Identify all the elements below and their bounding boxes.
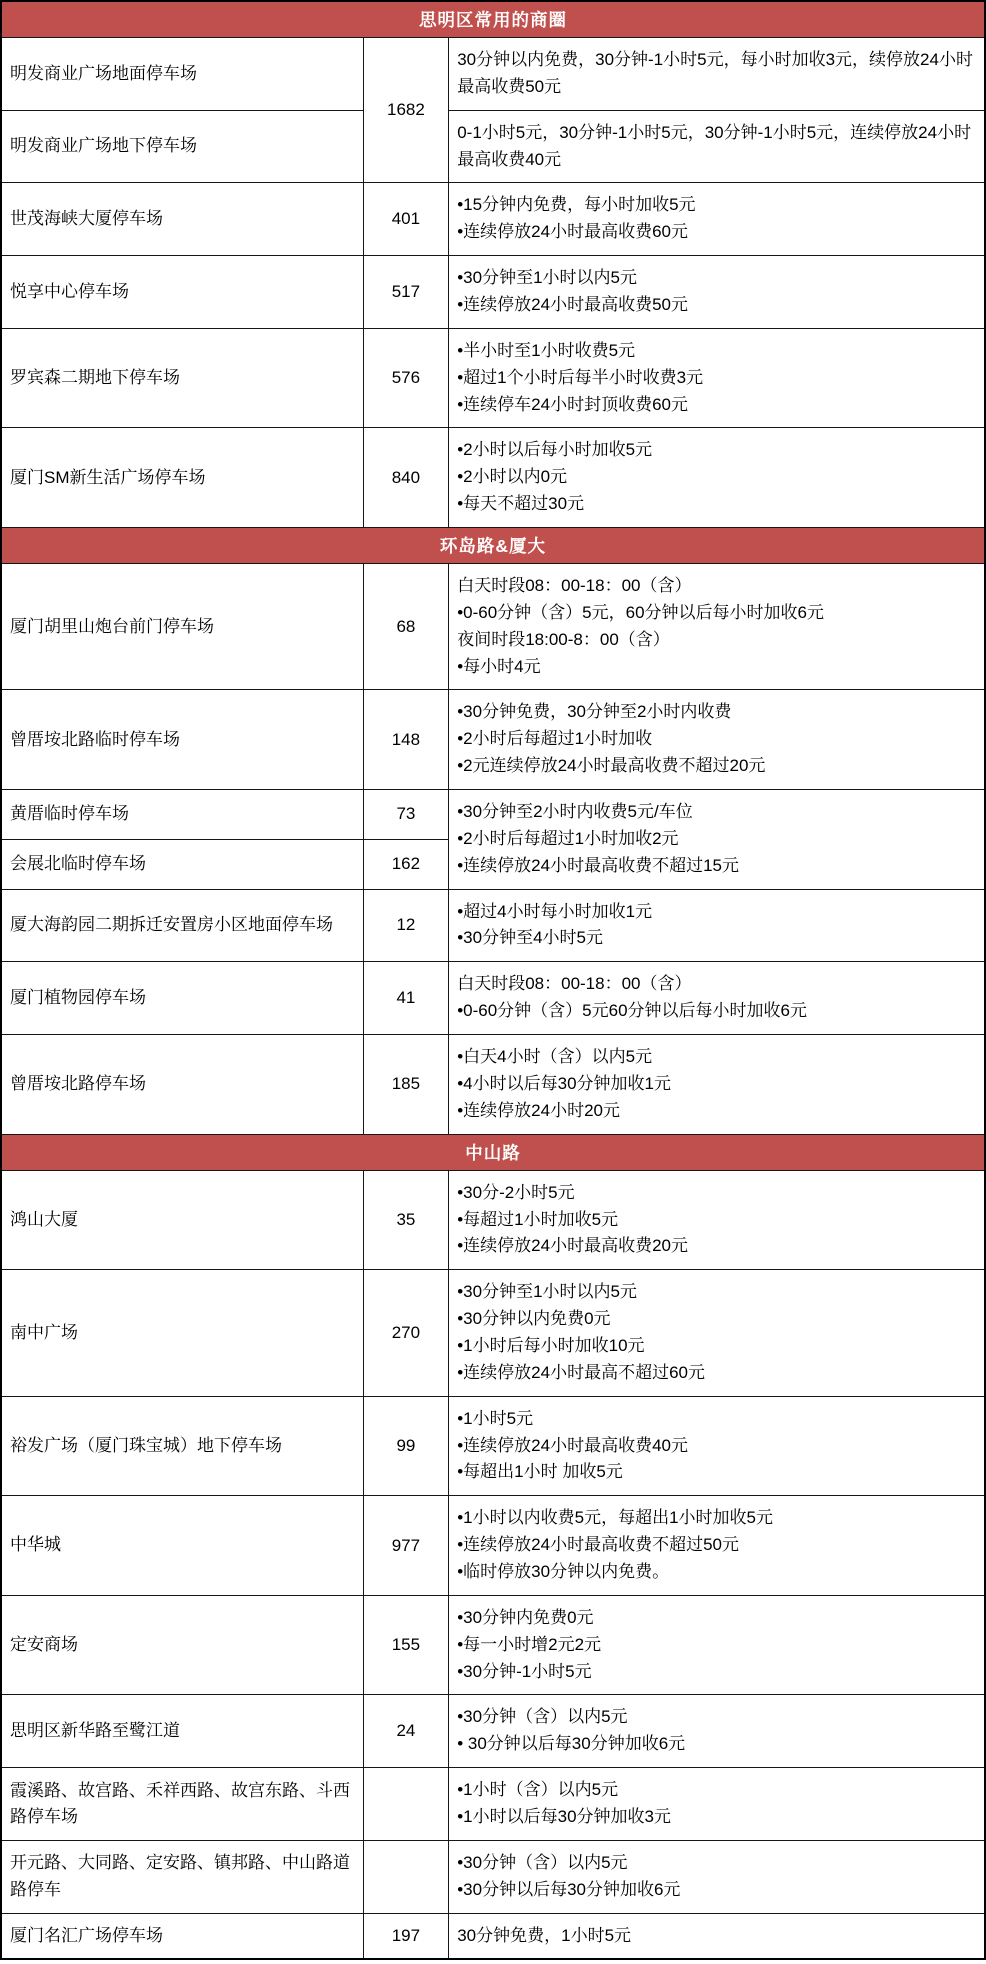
fee-line: •30分钟至1小时以内5元	[457, 268, 637, 288]
fee-line: •超过1个小时后每半小时收费3元	[457, 367, 704, 387]
fee-line: •每超出1小时 加收5元	[457, 1462, 623, 1482]
table-row	[1, 183, 985, 256]
fee-line: •连续停放24小时最高收费20元	[457, 1236, 688, 1256]
fee-line: •半小时至1小时收费5元	[457, 340, 636, 360]
fee-line: •30分钟内免费0元	[457, 1607, 594, 1627]
space-count: 185	[363, 1035, 449, 1135]
table-row	[1, 1170, 985, 1270]
space-count: 162	[363, 839, 449, 889]
fee-line: •1小时（含）以内5元	[457, 1780, 619, 1800]
fee-line: •连续停放24小时最高收费不超过15元	[457, 855, 739, 875]
fee-line: • 30分钟以后每30分钟加收6元	[457, 1734, 686, 1754]
parking-lot-name: 中华城	[1, 1496, 363, 1596]
fee-line: •2元连续停放24小时最高收费不超过20元	[457, 756, 766, 776]
space-count: 68	[363, 564, 449, 690]
fee-description	[449, 1170, 985, 1270]
fee-line: •30分钟以后每30分钟加收6元	[457, 1879, 681, 1899]
table-row	[1, 1840, 985, 1913]
space-count: 576	[363, 328, 449, 428]
parking-lot-name: 鸿山大厦	[1, 1170, 363, 1270]
fee-description	[449, 889, 985, 962]
parking-lot-name: 南中广场	[1, 1270, 363, 1396]
fee-line: •30分钟免费，30分钟至2小时内收费	[457, 702, 732, 722]
space-count: 517	[363, 256, 449, 329]
space-count	[363, 1768, 449, 1841]
fee-line: •每一小时增2元2元	[457, 1634, 602, 1654]
space-count: 99	[363, 1396, 449, 1496]
fee-line: •每天不超过30元	[457, 494, 585, 514]
fee-line: •30分-2小时5元	[457, 1182, 575, 1202]
fee-line: •每超过1小时加收5元	[457, 1209, 619, 1229]
fee-line: 白天时段08：00-18：00（含）	[457, 974, 692, 994]
parking-lot-name: 曾厝垵北路停车场	[1, 1035, 363, 1135]
space-count: 148	[363, 690, 449, 790]
fee-line: •每小时4元	[457, 656, 541, 676]
parking-lot-name: 裕发广场（厦门珠宝城）地下停车场	[1, 1396, 363, 1496]
fee-line: •1小时以后每30分钟加收3元	[457, 1806, 671, 1826]
parking-lot-name: 黄厝临时停车场	[1, 790, 363, 840]
fee-description	[449, 564, 985, 690]
parking-lot-name: 开元路、大同路、定安路、镇邦路、中山路道路停车	[1, 1840, 363, 1913]
space-count: 270	[363, 1270, 449, 1396]
fee-line: •1小时以内收费5元，每超出1小时加收5元	[457, 1508, 773, 1528]
fee-description	[449, 428, 985, 528]
table-row	[1, 564, 985, 690]
fee-line: •白天4小时（含）以内5元	[457, 1047, 653, 1067]
parking-lot-name: 霞溪路、故宫路、禾祥西路、故宫东路、斗西路停车场	[1, 1768, 363, 1841]
table-row	[1, 256, 985, 329]
table-row	[1, 1595, 985, 1695]
fee-line: •30分钟至2小时内收费5元/车位	[457, 802, 693, 822]
section-title: 环岛路&厦大	[1, 528, 985, 564]
parking-lot-name: 世茂海峡大厦停车场	[1, 183, 363, 256]
table-row	[1, 1913, 985, 1959]
fee-line: •临时停放30分钟以内免费。	[457, 1561, 670, 1581]
fee-description	[449, 1035, 985, 1135]
fee-line: 30分钟以内免费，30分钟-1小时5元，每小时加收3元，续停放24小时最高收费50元	[457, 50, 973, 96]
table-row	[1, 1695, 985, 1768]
table-row	[1, 1270, 985, 1396]
table-row	[1, 962, 985, 1035]
fee-line: •2小时后每超过1小时加收2元	[457, 828, 679, 848]
fee-line: 夜间时段18:00-8：00（含）	[457, 629, 670, 649]
fee-description	[449, 690, 985, 790]
space-count: 73	[363, 790, 449, 840]
fee-line: •连续停放24小时最高收费40元	[457, 1435, 688, 1455]
table-row	[1, 1768, 985, 1841]
space-count	[363, 1840, 449, 1913]
table-row	[1, 790, 985, 840]
fee-line: •30分钟至1小时以内5元	[457, 1282, 637, 1302]
space-count: 24	[363, 1695, 449, 1768]
table-row	[1, 889, 985, 962]
parking-lot-name: 厦门胡里山炮台前门停车场	[1, 564, 363, 690]
fee-line: •连续停放24小时20元	[457, 1100, 620, 1120]
fee-description	[449, 1396, 985, 1496]
table-row	[1, 1035, 985, 1135]
parking-lot-name: 明发商业广场地面停车场	[1, 38, 363, 111]
section-title: 思明区常用的商圈	[1, 1, 985, 38]
space-count: 35	[363, 1170, 449, 1270]
fee-line: •30分钟-1小时5元	[457, 1661, 592, 1681]
parking-lot-name: 定安商场	[1, 1595, 363, 1695]
fee-line: •0-60分钟（含）5元60分钟以后每小时加收6元	[457, 1001, 807, 1021]
fee-line: •30分钟至4小时5元	[457, 928, 603, 948]
fee-description	[449, 1496, 985, 1596]
fee-line: •2小时后每超过1小时加收	[457, 729, 653, 749]
parking-lot-name: 明发商业广场地下停车场	[1, 110, 363, 183]
fee-line: •超过4小时每小时加收1元	[457, 901, 653, 921]
parking-lot-name: 会展北临时停车场	[1, 839, 363, 889]
space-count: 197	[363, 1913, 449, 1959]
fee-line: •连续停放24小时最高收费不超过50元	[457, 1535, 739, 1555]
fee-description	[449, 1695, 985, 1768]
fee-description	[449, 1913, 985, 1959]
parking-lot-name: 厦门SM新生活广场停车场	[1, 428, 363, 528]
parking-lot-name: 厦门名汇广场停车场	[1, 1913, 363, 1959]
fee-description	[449, 110, 985, 183]
fee-description	[449, 183, 985, 256]
fee-description	[449, 1270, 985, 1396]
space-count: 401	[363, 183, 449, 256]
fee-description	[449, 962, 985, 1035]
table-row	[1, 1496, 985, 1596]
fee-line: •15分钟内免费，每小时加收5元	[457, 195, 696, 215]
section-title: 中山路	[1, 1134, 985, 1170]
fee-line: •30分钟（含）以内5元	[457, 1852, 628, 1872]
fee-description	[449, 256, 985, 329]
section-header-row-3	[1, 1134, 985, 1170]
parking-lot-name: 思明区新华路至鹭江道	[1, 1695, 363, 1768]
fee-line: •连续停放24小时最高收费50元	[457, 295, 688, 315]
fee-line: •1小时后每小时加收10元	[457, 1335, 645, 1355]
fee-line: •30分钟（含）以内5元	[457, 1707, 628, 1727]
fee-line: 白天时段08：00-18：00（含）	[457, 576, 692, 596]
table-row	[1, 1396, 985, 1496]
fee-line: •1小时5元	[457, 1408, 534, 1428]
fee-line: 30分钟免费，1小时5元	[457, 1925, 632, 1945]
space-count: 977	[363, 1496, 449, 1596]
parking-lot-name: 厦门植物园停车场	[1, 962, 363, 1035]
table-row	[1, 690, 985, 790]
fee-description	[449, 38, 985, 111]
space-count: 41	[363, 962, 449, 1035]
fee-line: •4小时以后每30分钟加收1元	[457, 1073, 671, 1093]
fee-description	[449, 790, 985, 890]
fee-line: •连续停车24小时封顶收费60元	[457, 394, 688, 414]
space-count: 12	[363, 889, 449, 962]
fee-description	[449, 1840, 985, 1913]
section-header-row-1	[1, 1, 985, 38]
parking-lot-name: 罗宾森二期地下停车场	[1, 328, 363, 428]
table-row	[1, 428, 985, 528]
space-count: 155	[363, 1595, 449, 1695]
space-count: 1682	[363, 38, 449, 183]
parking-lot-name: 曾厝垵北路临时停车场	[1, 690, 363, 790]
fee-line: •2小时以后每小时加收5元	[457, 440, 653, 460]
parking-lot-name: 厦大海韵园二期拆迁安置房小区地面停车场	[1, 889, 363, 962]
fee-line: •2小时以内0元	[457, 467, 568, 487]
fee-description	[449, 1768, 985, 1841]
table-row	[1, 38, 985, 111]
fee-line: •30分钟以内免费0元	[457, 1309, 611, 1329]
fee-line: •连续停放24小时最高不超过60元	[457, 1362, 705, 1382]
fee-line: •0-60分钟（含）5元，60分钟以后每小时加收6元	[457, 602, 824, 622]
fee-line: 0-1小时5元，30分钟-1小时5元，30分钟-1小时5元，连续停放24小时最高收费40元	[457, 122, 972, 169]
table-row	[1, 110, 985, 183]
table-row	[1, 328, 985, 428]
section-header-row-2	[1, 528, 985, 564]
space-count: 840	[363, 428, 449, 528]
parking-lot-name: 悦享中心停车场	[1, 256, 363, 329]
fee-line: •连续停放24小时最高收费60元	[457, 222, 688, 242]
fee-description	[449, 1595, 985, 1695]
fee-description	[449, 328, 985, 428]
